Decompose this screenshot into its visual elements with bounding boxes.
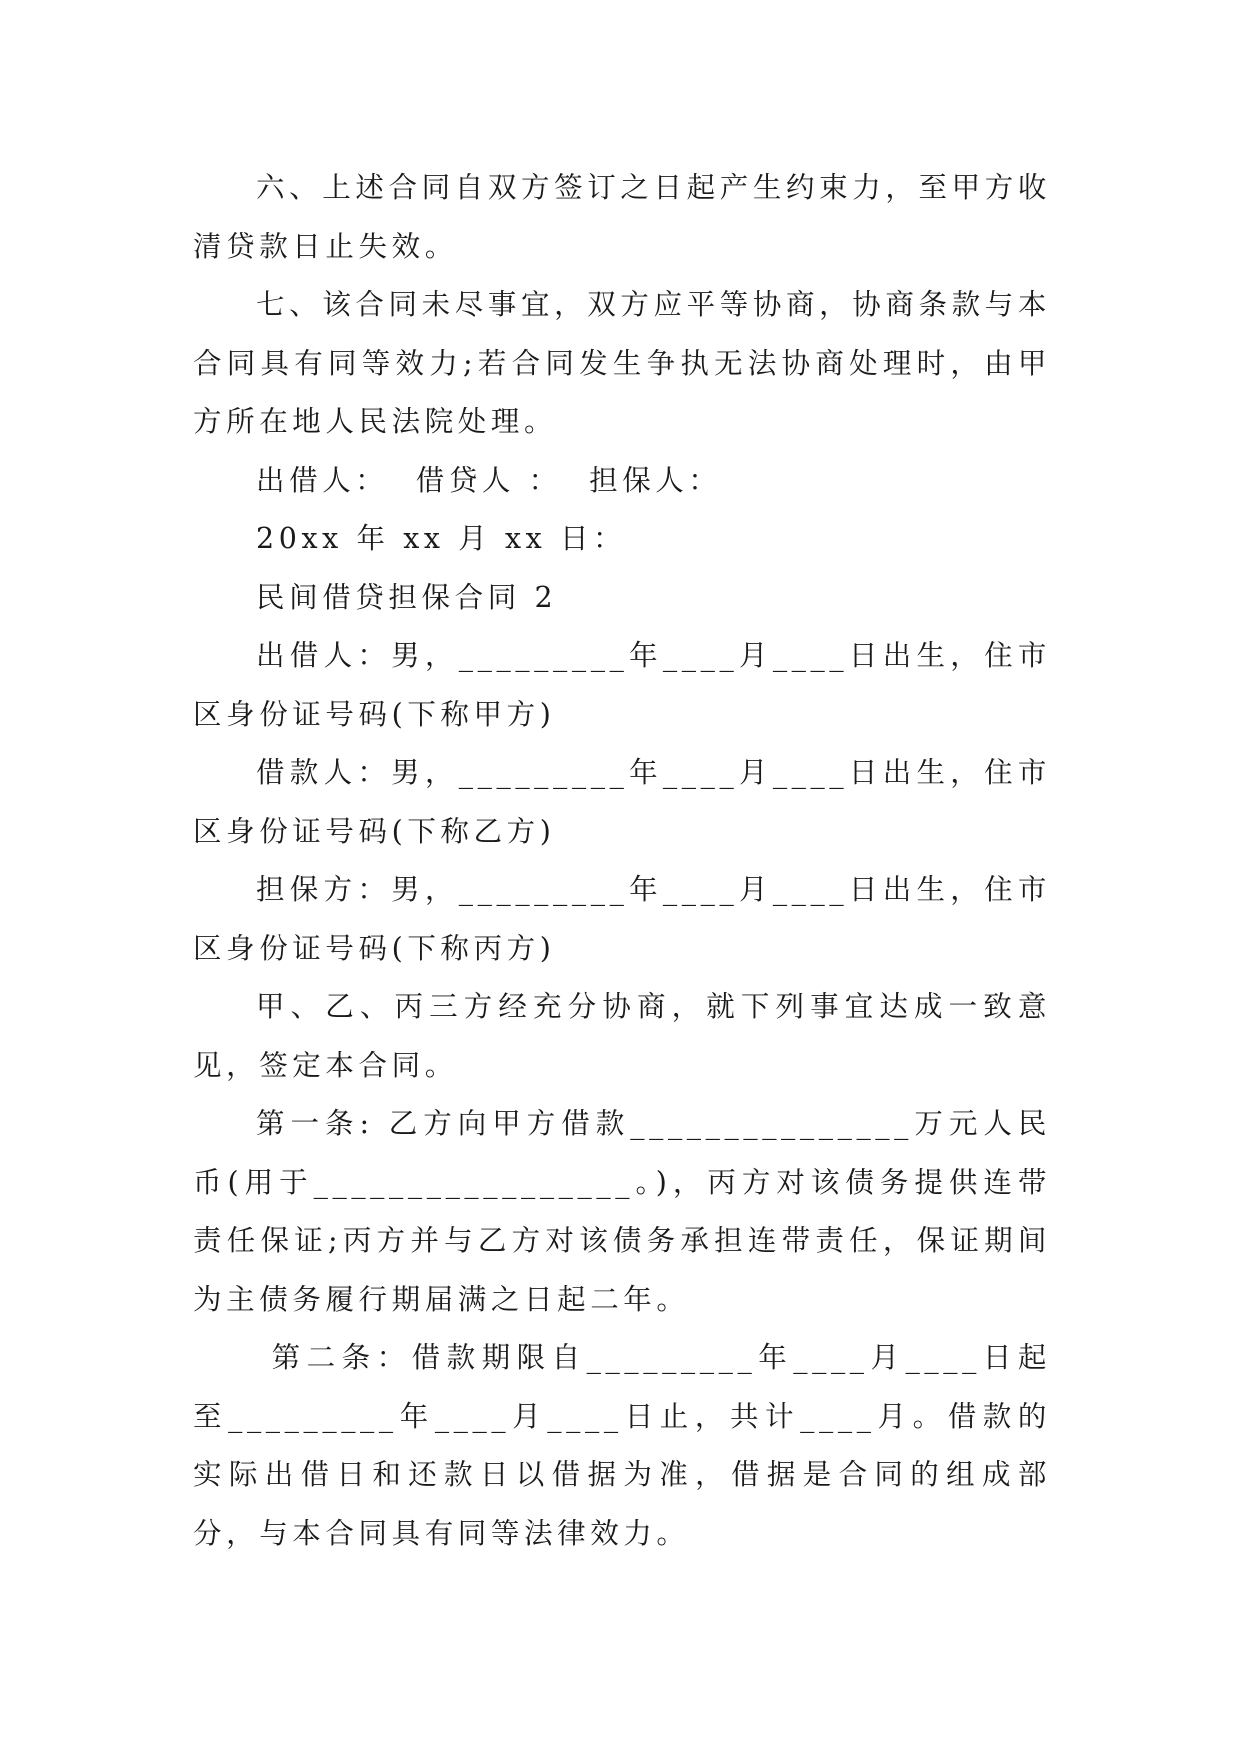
signature-line: 出借人： 借贷人 ： 担保人： — [256, 463, 722, 497]
article-2: 第二条：借款期限自_________年____月____日起至_________年____月____日止，共计____月。借款的实际出借日和还款日以借据为准，借据是合同的组成部分，与本合同具有同等法律效力。 — [193, 1341, 1051, 1550]
guarantor-info: 担保方：男，_________年____月____日出生，住市区身份证号码(下称丙方) — [193, 873, 1051, 965]
lender-info: 出借人：男，_________年____月____日出生，住市区身份证号码(下称甲方) — [193, 639, 1051, 731]
contract-title: 民间借贷担保合同 2 — [256, 580, 558, 614]
agreement-intro: 甲、乙、丙三方经充分协商，就下列事宜达成一致意见，签定本合同。 — [193, 990, 1051, 1082]
borrower-info: 借款人：男，_________年____月____日出生，住市区身份证号码(下称乙方) — [193, 756, 1051, 848]
article-1: 第一条: 乙方向甲方借款_______________万元人民币(用于_________________。)，丙方对该债务提供连带责任保证;丙方并与乙方对该债务承担连带责任，保证期间为主债务履行期届满之日起二年。 — [193, 1107, 1051, 1316]
date-line: 20xx 年 xx 月 xx 日： — [256, 522, 627, 555]
document-body — [193, 159, 1051, 1563]
paragraph-clause-6: 六、上述合同自双方签订之日起产生约束力，至甲方收清贷款日止失效。 — [193, 171, 1051, 263]
paragraph-clause-7: 七、该合同未尽事宜，双方应平等协商，协商条款与本合同具有同等效力;若合同发生争执无法协商处理时，由甲方所在地人民法院处理。 — [193, 288, 1051, 438]
